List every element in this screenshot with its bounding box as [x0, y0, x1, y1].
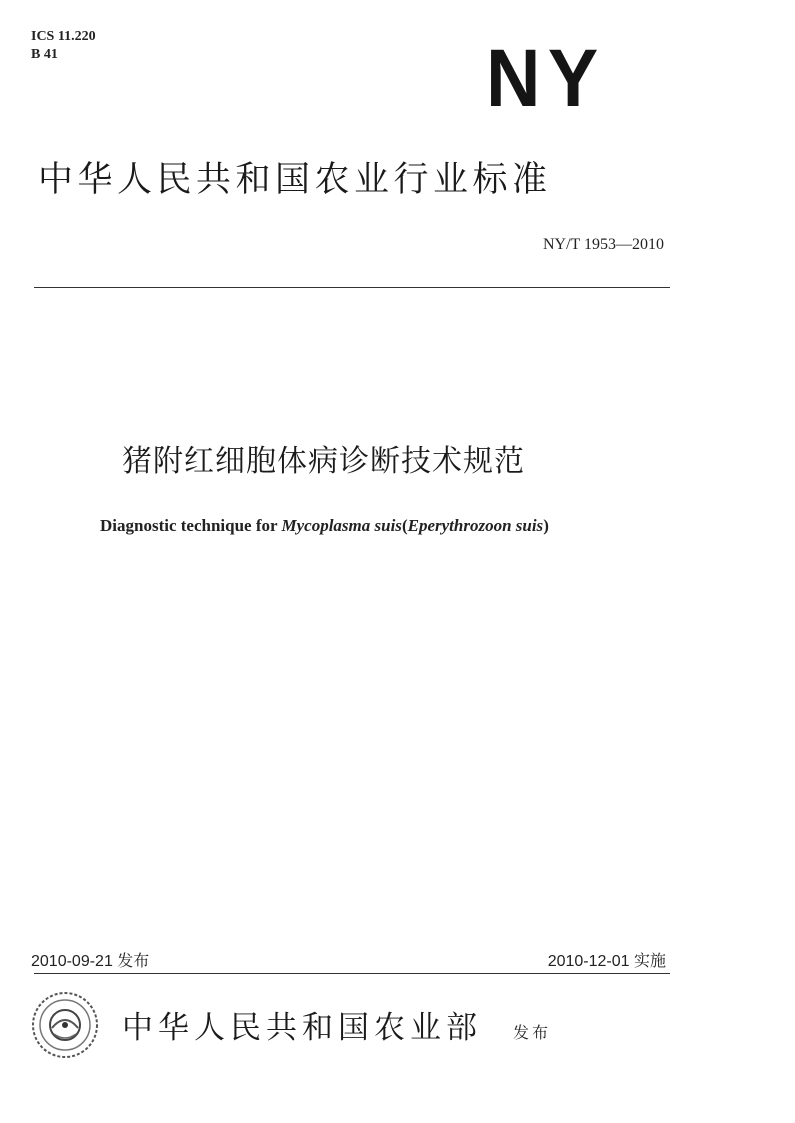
document-title-english — [100, 516, 549, 536]
top-divider — [34, 287, 670, 288]
title-english-prefix: Diagnostic technique for — [100, 516, 282, 535]
title-paren-close: ) — [543, 516, 549, 535]
implementation-date: 2010-12-01 实施 — [547, 953, 666, 970]
ics-code: ICS 11.220 — [31, 29, 96, 44]
publish-label: 发布 — [513, 1023, 552, 1042]
ministry-seal-icon — [30, 990, 100, 1060]
issuing-ministry: 中华人民共和国农业部 — [122, 1010, 482, 1046]
ny-logo: NY — [486, 33, 606, 124]
standard-category-title: 中华人民共和国农业行业标准 — [38, 160, 552, 200]
issue-date: 2010-09-21 发布 — [31, 953, 150, 970]
title-paren-open: ( — [401, 516, 408, 535]
title-species-primary: Mycoplasma suis — [281, 516, 402, 535]
title-species-synonym: Eperythrozoon suis — [407, 516, 544, 535]
bottom-divider — [34, 973, 670, 974]
standard-number: NY/T 1953—2010 — [542, 236, 664, 253]
ccs-code: B 41 — [31, 47, 58, 62]
document-title-chinese: 猪附红细胞体病诊断技术规范 — [122, 444, 525, 479]
classification-codes — [31, 28, 96, 64]
